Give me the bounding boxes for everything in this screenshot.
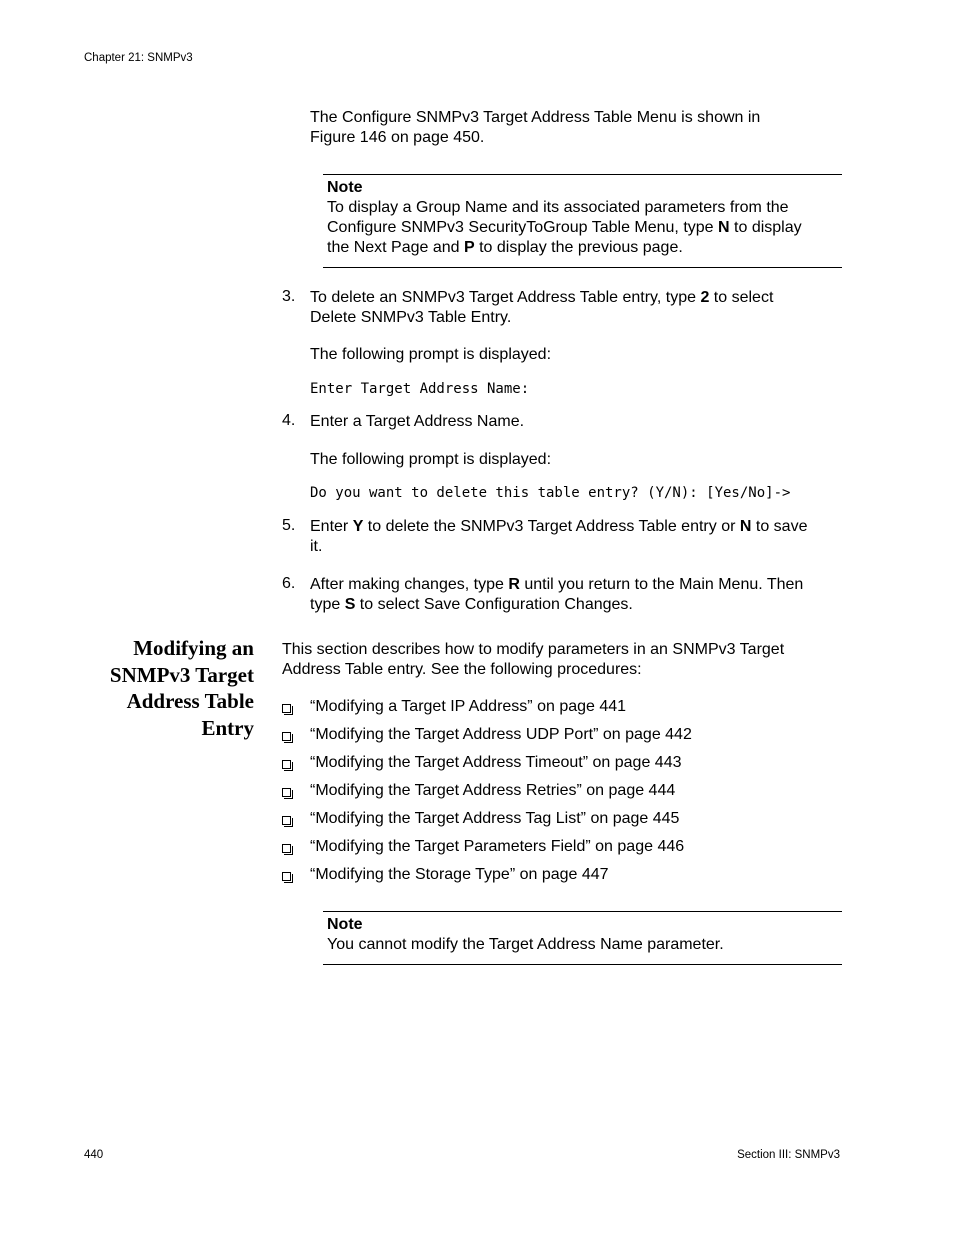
running-header: Chapter 21: SNMPv3 — [84, 52, 193, 64]
section-heading: Modifying an SNMPv3 Target Address Table Entry — [109, 636, 254, 740]
step-number: 5. — [282, 517, 296, 534]
procedure-link[interactable]: “Modifying the Target Address Timeout” on page 443 — [310, 754, 682, 771]
procedure-link[interactable]: “Modifying a Target IP Address” on page 441 — [310, 698, 627, 715]
note-top-rule — [323, 174, 842, 175]
prompt-code: Do you want to delete this table entry? (Y/N): [Yes/No]-> — [310, 485, 791, 501]
step-5-text: Enter Y to delete the SNMPv3 Target Address Table entry or N to save it. — [310, 518, 808, 555]
note-line: the Next Page and P to display the previous page. — [327, 239, 683, 256]
intro-line: The Configure SNMPv3 Target Address Table Menu is shown in — [310, 109, 761, 126]
note-top-rule — [323, 911, 842, 912]
checkbox-bullet-icon — [282, 788, 291, 797]
procedure-link[interactable]: “Modifying the Storage Type” on page 447 — [310, 866, 609, 883]
note-title: Note — [327, 916, 363, 933]
step-number: 3. — [282, 288, 296, 305]
note-line: To display a Group Name and its associated parameters from the — [327, 199, 789, 216]
checkbox-bullet-icon — [282, 760, 291, 769]
intro-paragraph — [310, 108, 760, 148]
note-title: Note — [327, 179, 363, 196]
section-intro: This section describes how to modify parameters in an SNMPv3 Target Address Table entry. See the following procedures: — [282, 641, 785, 678]
checkbox-bullet-icon — [282, 816, 291, 825]
step-number: 4. — [282, 412, 296, 429]
note-line: Configure SNMPv3 SecurityToGroup Table Menu, type N to display — [327, 219, 802, 236]
prompt-intro: The following prompt is displayed: — [310, 346, 552, 363]
running-footer: Section III: SNMPv3 — [737, 1149, 840, 1161]
step-4-text: Enter a Target Address Name. — [310, 413, 525, 430]
note-box — [327, 178, 802, 258]
step-3-text: To delete an SNMPv3 Target Address Table entry, type 2 to select Delete SNMPv3 Table Entry. — [310, 289, 774, 326]
note-line: You cannot modify the Target Address Name parameter. — [327, 936, 724, 953]
procedure-link[interactable]: “Modifying the Target Address Retries” on page 444 — [310, 782, 676, 799]
intro-line: Figure 146 on page 450. — [310, 129, 485, 146]
step-number: 6. — [282, 575, 296, 592]
procedure-link[interactable]: “Modifying the Target Parameters Field” on page 446 — [310, 838, 685, 855]
note-bottom-rule — [323, 267, 842, 268]
note-bottom-rule — [323, 964, 842, 965]
checkbox-bullet-icon — [282, 732, 291, 741]
procedure-link[interactable]: “Modifying the Target Address Tag List” on page 445 — [310, 810, 680, 827]
prompt-code: Enter Target Address Name: — [310, 381, 530, 397]
prompt-intro: The following prompt is displayed: — [310, 451, 552, 468]
checkbox-bullet-icon — [282, 872, 291, 881]
checkbox-bullet-icon — [282, 844, 291, 853]
step-6-text: After making changes, type R until you return to the Main Menu. Then type S to select Save Configuration Changes. — [310, 576, 804, 613]
checkbox-bullet-icon — [282, 704, 291, 713]
page-number: 440 — [84, 1149, 104, 1161]
note-box — [327, 915, 724, 955]
procedure-link[interactable]: “Modifying the Target Address UDP Port” on page 442 — [310, 726, 692, 743]
